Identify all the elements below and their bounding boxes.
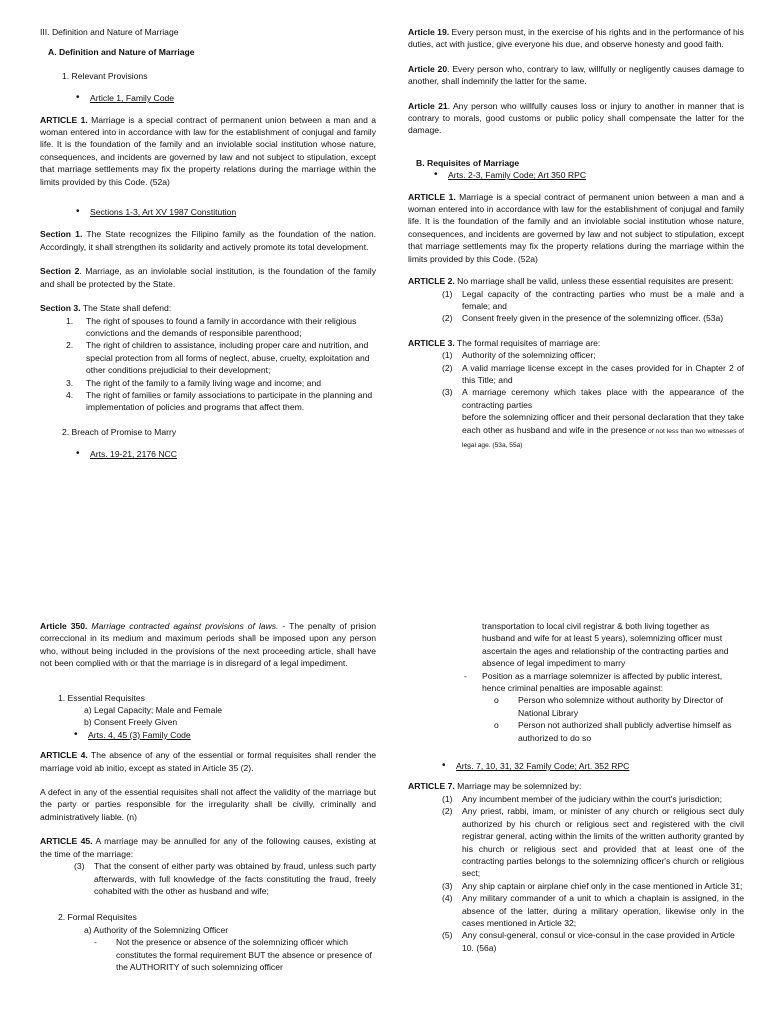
item-text: Any priest, rabbi, imam, or minister of any church or religious sect duly authorized by his church or religious sect and registered with the civil registrar general, acting within the limits of the written authority granted by his church or religious sect and provided that at least one of the contracting parties belongs to the solemnizing officer's church or religious sect; — [462, 806, 744, 879]
formal-dash-item — [94, 936, 376, 973]
dash-item — [464, 670, 744, 695]
section-2 — [40, 265, 376, 290]
article-label: Article 20 — [408, 63, 448, 74]
subheading-a: A. Definition and Nature of Marriage — [48, 47, 195, 58]
section-label: Section 3. — [40, 303, 81, 314]
article-label: ARTICLE 1. — [408, 191, 456, 202]
list-item — [442, 386, 744, 411]
item-text: The right of families or family associations to participate in the planning and implementation of policies and programs that affect them. — [86, 389, 373, 413]
item-number: (2) — [442, 362, 453, 373]
bottom-left-column — [40, 620, 376, 973]
section-label: Section 2 — [40, 266, 80, 277]
article-3 — [408, 337, 744, 349]
item-number: 4. — [66, 389, 74, 400]
bullet-label: Arts. 19-21, 2176 NCC — [90, 449, 177, 460]
list-item — [494, 719, 744, 744]
dash-marker: - — [94, 937, 97, 948]
bullet-ncc — [76, 448, 376, 460]
article-text: No marriage shall be valid, unless these essential requisites are present: — [454, 276, 734, 287]
item-number: (2) — [442, 313, 453, 324]
article-3-continuation — [442, 411, 744, 452]
item-number: (1) — [442, 793, 453, 804]
item-text: Any consul-general, consul or vice-consul in the case provided in Article 10. (56a) — [462, 930, 735, 953]
article-text: Marriage may be solemnized by: — [454, 781, 582, 792]
bullet-arts-4-45 — [74, 729, 376, 741]
bullet-requisites — [434, 169, 744, 181]
list-item — [442, 805, 744, 879]
article-20 — [408, 63, 744, 88]
article-italic-title: Marriage contracted against provisions of laws. — [87, 621, 279, 631]
item-number: (5) — [442, 930, 453, 941]
article-2-list — [408, 288, 744, 325]
article-19 — [408, 26, 744, 51]
article-45 — [40, 835, 376, 860]
item-text: Person not authorized shall publicly advertise himself as authorized to do so — [518, 720, 732, 743]
list-item — [66, 389, 376, 414]
article-text: A marriage may be annulled for any of the following causes, existing at the time of the marriage: — [40, 836, 376, 859]
article-label: ARTICLE 45. — [40, 836, 93, 847]
item-text: Any ship captain or airplane chief only in the case mentioned in Article 31; — [462, 880, 743, 891]
item-text: Authority of the solemnizing officer; — [462, 350, 596, 361]
essential-item-b: b) Consent Freely Given — [84, 717, 178, 728]
item-text: The right of the family to a family living wage and income; and — [86, 377, 322, 388]
bullet-constitution — [76, 206, 376, 218]
section-3-list — [40, 315, 376, 414]
bullet-label: Arts. 7, 10, 31, 32 Family Code; Art. 352 RPC — [456, 761, 630, 772]
article-label: ARTICLE 2. — [408, 276, 455, 287]
bullet-arts-7-352 — [442, 760, 744, 772]
section-text: The State shall defend: — [80, 303, 172, 314]
article-350 — [40, 620, 376, 670]
section-heading: III. Definition and Nature of Marriage — [40, 27, 179, 37]
essential-requisites: 1. Essential Requisites — [58, 692, 145, 703]
item-text: Legal capacity of the contracting parties who must be a male and a female; and — [462, 288, 744, 311]
list-item — [442, 929, 744, 954]
item-text: Not the presence or absence of the solemnizing officer which constitutes the formal requirement BUT the absence or presence of the AUTHORITY of such solemnizing officer — [116, 937, 372, 972]
article-label: Article 350. — [40, 621, 88, 631]
top-right-column — [408, 26, 744, 452]
bullet-label: Arts. 2-3, Family Code; Art 350 RPC — [448, 170, 587, 181]
formal-item-a: a) Authority of the Solemnizing Officer — [84, 924, 229, 935]
article-text: The formal requisites of marriage are: — [454, 337, 601, 348]
article-label: ARTICLE 7. — [408, 781, 455, 792]
o-marker: o — [494, 695, 499, 706]
o-list — [408, 694, 744, 744]
list-item — [442, 362, 744, 387]
article-label: Article 21 — [408, 100, 448, 111]
item-text: A marriage ceremony which takes place with the appearance of the contracting parties — [462, 387, 744, 410]
relevant-provisions: 1. Relevant Provisions — [62, 70, 148, 81]
section-1 — [40, 228, 376, 253]
list-item — [442, 288, 744, 313]
article-label: Article 19. — [408, 27, 450, 37]
item-text: Any incumbent member of the judiciary within the court's jurisdiction; — [462, 793, 723, 804]
bullet-family-code — [76, 92, 376, 104]
defect-paragraph: A defect in any of the essential requisites shall not affect the validity of the marriage but the party or parties responsible for the irregularity shall be civilly, criminally and administratively liable. (n) — [40, 787, 376, 822]
article-text: Marriage is a special contract of permanent union between a man and a woman entered into in accordance with law for the establishment of conjugal and family life. It is the foundation of the family and an inviolable social institution whose nature, consequences, and incidents are governed by law and not subject to stipulation, except that marriage settlements may fix the property relations during the marriage within the limits provided by this Code. (52a) — [40, 114, 376, 187]
article-7 — [408, 780, 744, 792]
article-text: Marriage is a special contract of permanent union between a man and a woman entered into in accordance with law for the establishment of conjugal and family life. It is the foundation of the family and an inviolable social institution whose nature, consequences, and incidents are governed by law and not subject to stipulation, except that marriage settlements may fix the property relations during the marriage within the limits provided by this Code. (52a) — [408, 191, 744, 264]
article-text: The absence of any of the essential or formal requisites shall render the marriage void ab initio, except as stated in Article 35 (2). — [40, 750, 376, 773]
article-2 — [408, 275, 744, 287]
article-45-list — [40, 860, 376, 897]
section-label: Section 1. — [40, 229, 83, 240]
item-number: 3. — [66, 377, 74, 388]
item-text: Position as a marriage solemnizer is affected by public interest, hence criminal penalties are imposable against: — [482, 670, 723, 694]
article-text: . Every person who, contrary to law, willfully or negligently causes damage to another, shall indemnify the latter for the same. — [408, 63, 744, 87]
item-number: 2. — [66, 340, 74, 351]
list-item — [442, 793, 744, 805]
item-number: (3) — [74, 861, 85, 872]
list-item — [442, 880, 744, 892]
article-text: Every person must, in the exercise of his rights and in the performance of his duties, act with justice, give everyone his due, and observe honesty and good faith. — [408, 27, 744, 50]
top-left-column — [40, 26, 376, 461]
article-label: ARTICLE 3. — [408, 337, 455, 348]
section-text: . Marriage, as an inviolable social institution, is the foundation of the family and shall be protected by the State. — [40, 266, 376, 289]
article-text: - The penalty of prision correccional in its medium and maximum periods shall be imposed upon any person who, without being included in the provisions of the next proceeding article, shall have not been complied with or that the marriage is in disregard of a legal impediment. — [40, 621, 376, 669]
item-number: (4) — [442, 893, 453, 904]
subheading-b: B. Requisites of Marriage — [416, 157, 520, 168]
item-text: The right of spouses to found a family in accordance with their religious convictions and the demands of responsible parenthood; — [86, 315, 357, 338]
article-1 — [40, 114, 376, 188]
item-text: The right of children to assistance, including proper care and nutrition, and special protection from all forms of neglect, abuse, cruelty, exploitation and other conditions prejudicial to their development; — [86, 340, 370, 376]
continuation-text: before the solemnizing officer and their personal declaration that they take each other as husband and wife in the presence — [462, 412, 744, 435]
continuation-small-text: of not less than two witnesses of legal age. (53a, 55a) — [462, 427, 744, 449]
item-number: (3) — [442, 880, 453, 891]
continuation-paragraph: transportation to local civil registrar & both living together as husband and wife for at least 5 years), solemnizing officer must ascertain the ages and relationship of the contracting parties and absence of legal impediment to marry — [482, 621, 729, 669]
item-text: Consent freely given in the presence of the solemnizing officer. (53a) — [462, 313, 724, 324]
quadrant-divider — [0, 592, 768, 593]
essential-item-a: a) Legal Capacity; Male and Female — [84, 705, 223, 716]
o-marker: o — [494, 720, 499, 731]
article-21 — [408, 100, 744, 137]
list-item — [442, 892, 744, 929]
article-label: ARTICLE 4. — [40, 750, 88, 761]
item-text: Person who solemnize without authority by Director of National Library — [518, 695, 723, 718]
breach-of-promise: 2. Breach of Promise to Marry — [62, 426, 177, 437]
formal-requisites: 2. Formal Requisites — [58, 912, 137, 923]
item-text: That the consent of either party was obtained by fraud, unless such party afterwards, with full knowledge of the facts constituting the fraud, freely cohabited with the other as husband and wife; — [94, 861, 376, 896]
section-text: The State recognizes the Filipino family as the foundation of the nation. Accordingly, it shall strengthen its solidarity and actively promote its total development. — [40, 229, 377, 252]
item-number: (1) — [442, 288, 453, 299]
list-item — [66, 377, 376, 389]
bullet-label: Article 1, Family Code — [90, 93, 175, 104]
bullet-label: Sections 1-3, Art XV 1987 Constitution — [90, 207, 237, 218]
article-1-repeat — [408, 191, 744, 265]
item-number: (2) — [442, 806, 453, 817]
item-number: (3) — [442, 387, 453, 398]
list-item — [66, 315, 376, 340]
list-item — [442, 349, 744, 361]
item-text: Any military commander of a unit to which a chaplain is assigned, in the absence of the latter, during a military operation, likewise only in the cases mentioned in Article 32; — [462, 893, 744, 928]
section-3 — [40, 302, 376, 314]
list-item — [494, 694, 744, 719]
item-number: 1. — [66, 315, 74, 326]
article-text: . Any person who willfully causes loss or injury to another in manner that is contrary to morals, good customs or public policy shall compensate the latter for the damage. — [408, 100, 744, 136]
list-item — [66, 339, 376, 376]
item-text: A valid marriage license except in the cases provided for in Chapter 2 of this Title; and — [462, 362, 744, 385]
bullet-label: Arts. 4, 45 (3) Family Code — [88, 729, 191, 740]
list-item — [442, 312, 744, 324]
dash-marker: - — [464, 670, 467, 681]
item-number: (1) — [442, 350, 453, 361]
article-4 — [40, 749, 376, 774]
article-label: ARTICLE 1. — [40, 114, 88, 125]
article-3-list — [408, 349, 744, 452]
article-7-list — [408, 793, 744, 954]
bottom-right-column — [408, 620, 744, 954]
list-item — [74, 860, 376, 897]
